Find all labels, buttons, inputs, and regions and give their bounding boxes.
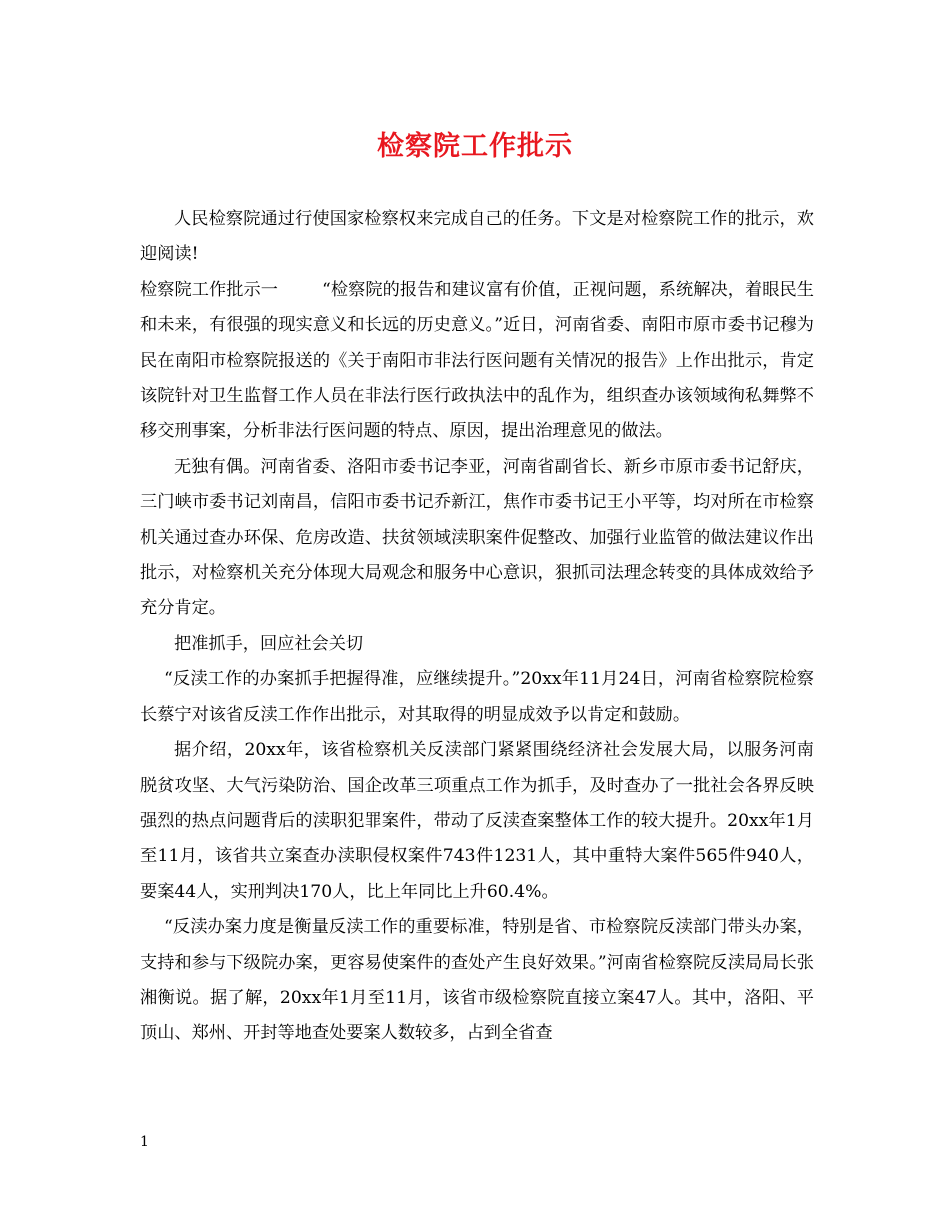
intro-paragraph: 人民检察院通过行使国家检察权来完成自己的任务。下文是对检察院工作的批示，欢迎阅读! — [140, 209, 814, 265]
section-one-paragraph — [140, 273, 814, 450]
page-number: 1 — [140, 1134, 149, 1150]
subheading: 把准抓手，回应社会关切 — [174, 633, 364, 654]
document-title: 检察院工作批示 — [377, 131, 573, 162]
section-one-text: “检察院的报告和建议富有价值，正视问题，系统解决，着眼民生和未来，有很强的现实意义和长远的历史意义。”近日，河南省委、南阳市原市委书记穆为民在南阳市检察院报送的《关于南阳市非法行医问题有关情况的报告》上作出批示，肯定该院针对卫生监督工作人员在非法行医行政执法中的乱作为，组织查办该领域徇私舞弊不移交刑事案，分析非法行医问题的特点、原因，提出治理意见的做法。 — [140, 279, 814, 442]
paragraph-no-coincidence: 无独有偶。河南省委、洛阳市委书记李亚，河南省副省长、新乡市原市委书记舒庆，三门峡市委书记刘南昌，信阳市委书记乔新江，焦作市委书记王小平等，均对所在市检察机关通过查办环保、危房改造、扶贫领域渎职案件促整改、加强行业监管的做法建议作出批示，对检察机关充分体现大局观念和服务中心意识，狠抓司法理念转变的具体成效给予充分肯定。 — [140, 456, 814, 619]
paragraph-zhang-xiangheng: “反渎办案力度是衡量反渎工作的重要标准，特别是省、市检察院反渎部门带头办案，支持和参与下级院办案，更容易使案件的查处产生良好效果。”河南省检察院反渎局局长张湘衡说。据了解，20xx年1月至11月，该省市级检察院直接立案47人。其中，洛阳、平顶山、郑州、开封等地查处要案人数较多，占到全省查 — [140, 917, 814, 1044]
paragraph-statistics: 据介绍，20xx年，该省检察机关反渎部门紧紧围绕经济社会发展大局，以服务河南脱贫攻坚、大气污染防治、国企改革三项重点工作为抓手，及时查办了一批社会各界反映强烈的热点问题背后的渎职犯罪案件，带动了反渎查案整体工作的较大提升。20xx年1月至11月，该省共立案查办渎职侵权案件743件1231人，其中重特大案件565件940人，要案44人，实刑判决170人，比上年同比上升60.4%。 — [140, 740, 814, 902]
document-body — [140, 202, 814, 1052]
paragraph-cai-ning: “反渎工作的办案抓手把握得准，应继续提升。”20xx年11月24日，河南省检察院检察长蔡宁对该省反渎工作作出批示，对其取得的明显成效予以肯定和鼓励。 — [140, 669, 814, 725]
section-one-label: 检察院工作批示一 — [140, 279, 279, 300]
